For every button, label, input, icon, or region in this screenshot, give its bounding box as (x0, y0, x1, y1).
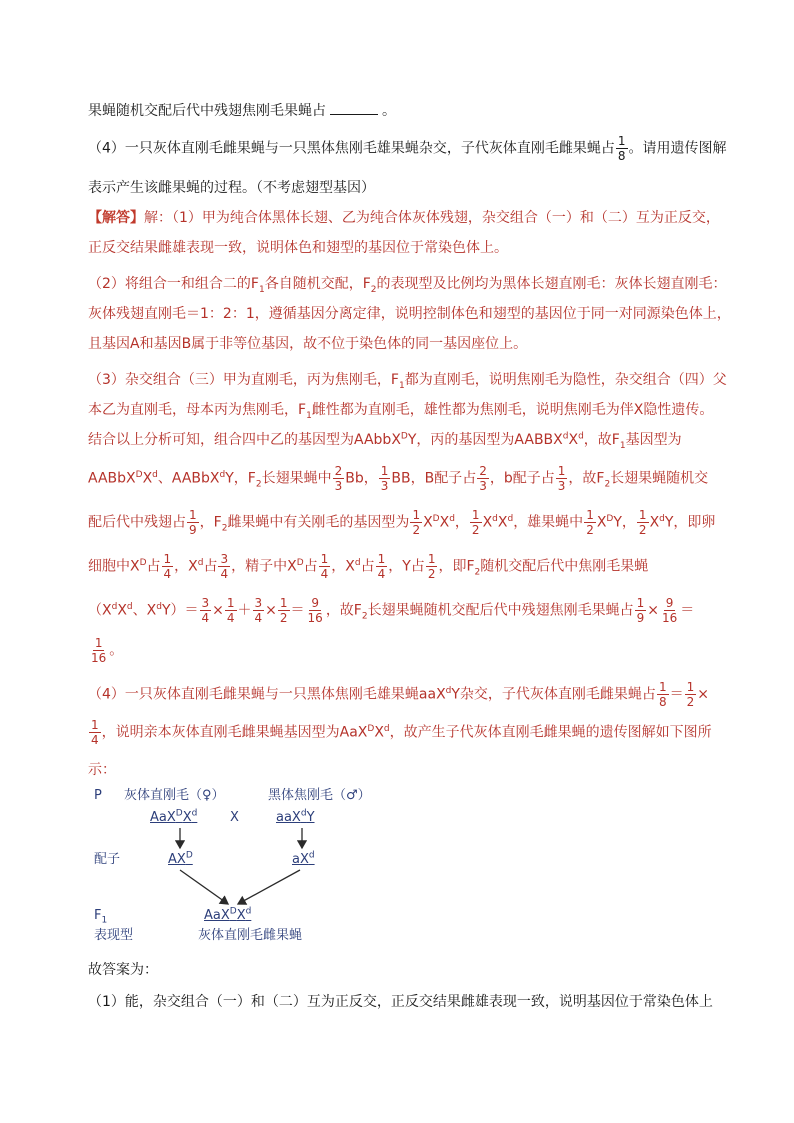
fraction: $\frac{1}{4}$ (163, 552, 172, 581)
fraction: $\frac{1}{2}$ (686, 680, 695, 709)
answer-line: 正反交结果雌雄表现一致，说明体色和翅型的基因位于常染色体上。 (88, 240, 508, 256)
answer-line: 细胞中$X^D$占 $\frac{1}{4}$ ，$X^d$占 $\frac{3}{4}$ ，精子中$X^D$占 $\frac{1}{4}$ ，$X^d$占 $\frac{1}{4}$ ，Y占 $\frac{1}{2}$ ，即$F_2$随机交配后代中焦刚毛果蝇 (88, 552, 649, 581)
answer-line: $AABbX^DX^d$、AABbX$^d$Y，$F_2$长翅果蝇中 $\frac{2}{3}$ Bb， $\frac{1}{3}$ BB，B配子占 $\frac{2}{3}$ ，b配子占 $\frac{1}{3}$ ，故$F_2$长翅果蝇随机交 (88, 464, 709, 493)
female-genotype: $AaX^DX^d$ (150, 808, 198, 825)
question-4: （4）一只灰体直刚毛雌果蝇与一只黑体焦刚毛雄果蝇杂交，子代灰体直刚毛雌果蝇占 $\frac{1}{8}$ 。请用遗传图解 (88, 134, 727, 163)
fraction: $\frac{3}{4}$ (254, 596, 263, 625)
answer-line: （4）一只灰体直刚毛雌果蝇与一只黑体焦刚毛雄果蝇aaX$^d$Y杂交，子代灰体直刚毛雌果蝇占 $\frac{1}{8}$ ＝ $\frac{1}{2}$ × (88, 680, 709, 709)
fraction: $\frac{1}{8}$ (658, 680, 667, 709)
f1-label: $F_1$ (94, 908, 108, 926)
fraction: $\frac{1}{2}$ (471, 508, 480, 537)
fraction: $\frac{3}{4}$ (220, 552, 229, 581)
fraction: $\frac{2}{3}$ (334, 464, 343, 493)
answer-blank[interactable] (330, 100, 378, 115)
answer-line: 且基因A和基因B属于非等位基因，故不位于染色体的同一基因座位上。 (88, 336, 528, 352)
male-gamete: $aX^d$ (292, 850, 315, 867)
fraction: $\frac{3}{4}$ (201, 596, 210, 625)
gamete-label: 配子 (94, 852, 121, 867)
answer-line: （2）将组合一和组合二的$F_1$各自随机交配，$F_2$的表现型及比例均为黑体长翅直刚毛：灰体长翅直刚毛： (88, 276, 727, 295)
final-answer-heading: 故答案为： (88, 962, 158, 978)
answer-line: $\frac{1}{16}$ 。 (91, 636, 124, 665)
answer-line: 示： (88, 762, 116, 778)
fraction: $\frac{1}{2}$ (412, 508, 421, 537)
fraction: $\frac{1}{2}$ (279, 596, 288, 625)
fraction: $\frac{1}{4}$ (226, 596, 235, 625)
female-gamete: $AX^D$ (168, 850, 193, 867)
answer-line: 本乙为直刚毛，母本丙为焦刚毛，$F_1$雌性都为直刚毛，雄性都为焦刚毛，说明焦刚毛为伴X隐性遗传。 (88, 402, 714, 421)
answer-tag: 【解答】 (88, 210, 144, 226)
p-label: P (94, 788, 102, 803)
final-answer-1: （1）能，杂交组合（一）和（二）互为正反交，正反交结果雌雄表现一致，说明基因位于常染色体上 (88, 994, 713, 1010)
offspring-phenotype: 灰体直刚毛雌果蝇 (198, 928, 303, 943)
fraction: $\frac{2}{3}$ (479, 464, 487, 493)
answer-line: （$X^dX^d$、$X^dY)=$ $\frac{3}{4}$ × $\frac{1}{4}$ ＋ $\frac{3}{4}$ × $\frac{1}{2}$ ＝ $\frac{9}{16}$ ，故$F_2$长翅果蝇随机交配后代中残翅焦刚毛果蝇占 $\frac{1}{9}$ × $\frac{9}{16}$ ＝ (88, 596, 695, 625)
female-phenotype: 灰体直刚毛（♀） (124, 788, 225, 803)
answer-line: 灰体残翅直刚毛＝1：2：1，遵循基因分离定律，说明控制体色和翅型的基因位于同一对同源染色体上， (88, 306, 731, 322)
genetic-diagram (88, 784, 388, 954)
fraction: $\frac{1}{8}$ (617, 134, 626, 163)
question-3-tail: 果蝇随机交配后代中残翅焦刚毛果蝇占 。 (88, 100, 728, 121)
male-phenotype: 黑体焦刚毛（♂） (268, 788, 371, 803)
answer-intro: 【解答】解：（1）甲为纯合体黑体长翅、乙为纯合体灰体残翅，杂交组合（一）和（二）互为正反交， (88, 210, 720, 226)
male-genotype: aaX$^d$Y (276, 808, 315, 825)
fraction: $\frac{1}{9}$ (636, 596, 645, 625)
fraction: $\frac{1}{16}$ (91, 636, 107, 665)
question-4-cont: 表示产生该雌果蝇的过程。（不考虑翅型基因） (88, 180, 375, 196)
phenotype-label: 表现型 (94, 928, 134, 943)
fraction: $\frac{1}{3}$ (557, 464, 566, 493)
cross-symbol: X (230, 810, 239, 825)
fraction: $\frac{1}{3}$ (380, 464, 389, 493)
fraction: $\frac{1}{4}$ (320, 552, 329, 581)
fraction: $\frac{9}{16}$ (661, 596, 678, 625)
offspring-genotype: $AaX^DX^d$ (204, 906, 252, 923)
fraction: $\frac{9}{16}$ (307, 596, 323, 625)
fraction: $\frac{1}{2}$ (427, 552, 436, 581)
fraction: $\frac{1}{2}$ (586, 508, 594, 537)
answer-line: $\frac{1}{4}$ ，说明亲本灰体直刚毛雌果蝇基因型为$AaX^DX^d$，故产生子代灰体直刚毛雌果蝇的遗传图解如下图所 (91, 718, 712, 747)
answer-line: 配后代中残翅占 $\frac{1}{9}$ ，$F_2$雌果蝇中有关刚毛的基因型为 $\frac{1}{2}$ $X^DX^d$， $\frac{1}{2}$ $X^dX^d$，雄果蝇中 $\frac{1}{2}$ $X^DY$， $\frac{1}{2}$ $X^dY$，即卵 (88, 508, 716, 537)
fraction: $\frac{1}{9}$ (189, 508, 197, 537)
fraction: $\frac{1}{2}$ (638, 508, 647, 537)
answer-line: 结合以上分析可知，组合四中乙的基因型为AAbbX$^D$Y，丙的基因型为$AABBX^dX^d$，故$F_1$基因型为 (88, 431, 682, 451)
fraction: $\frac{1}{4}$ (91, 718, 99, 747)
answer-line: （3）杂交组合（三）甲为直刚毛，丙为焦刚毛，$F_1$都为直刚毛，说明焦刚毛为隐性，杂交组合（四）父 (88, 372, 727, 391)
fraction: $\frac{1}{4}$ (377, 552, 386, 581)
